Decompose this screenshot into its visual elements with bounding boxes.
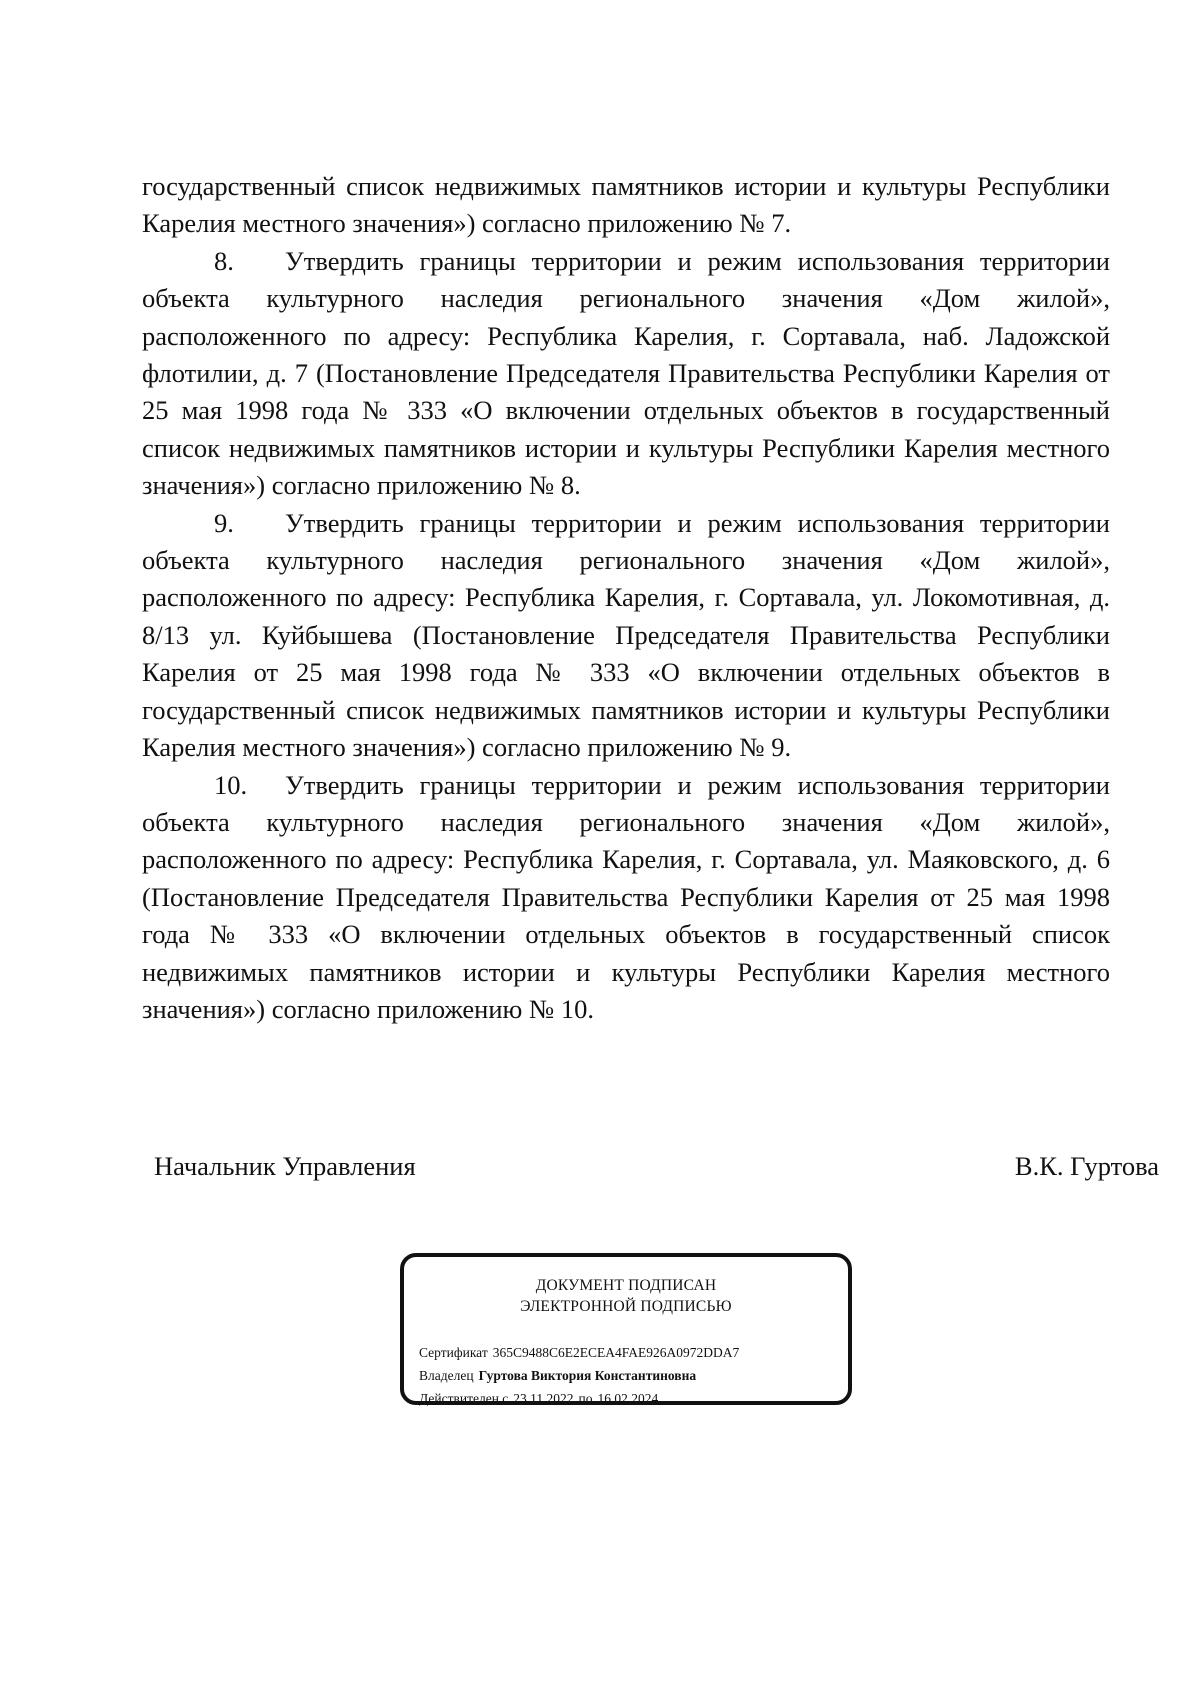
valid-label: Действителен с [419, 1391, 509, 1406]
paragraph-number: 10. [214, 769, 248, 800]
signatory-title: Начальник Управления [154, 1151, 416, 1181]
valid-from: 23.11.2022 [513, 1391, 574, 1406]
signatory-name: В.К. Гуртова [1014, 1151, 1159, 1181]
owner-label: Владелец [419, 1368, 474, 1383]
owner-value: Гуртова Виктория Константиновна [478, 1368, 697, 1383]
paragraph-item-9 [142, 505, 1110, 767]
electronic-signature-stamp [400, 1253, 852, 1405]
paragraph-continuation [142, 168, 1110, 243]
stamp-certificate-row [419, 1341, 739, 1364]
valid-to: 16.02.2024 [597, 1391, 659, 1406]
stamp-validity-row [419, 1387, 739, 1410]
paragraph-text: государственный список недвижимых памятников истории и культуры Республики Карелия местного значения») согласно приложению № 7. [142, 171, 1110, 239]
stamp-owner-row [419, 1364, 739, 1387]
stamp-details [419, 1341, 739, 1410]
paragraph-number: 8. [214, 245, 234, 276]
stamp-heading [404, 1275, 848, 1317]
paragraph-text: Утвердить границы территории и режим использования территории объекта культурного наследия регионального значения «Дом жилой», расположенного по адресу: Республика Карелия, г. Сортавала, наб. Ладожской флотилии, д. 7 (Постановление Председателя Правительства Республики Карелия от 25 мая 1998 года № 333 «О включении отдельных объектов в государственный список недвижимых памятников истории и культуры Республики Карелия местного значения») согласно приложению № 8. [142, 245, 1110, 501]
valid-to-label: по [578, 1391, 593, 1406]
certificate-value: 365C9488C6E2ECEA4FAE926A0972DDA7 [492, 1345, 740, 1360]
paragraph-text: Утвердить границы территории и режим использования территории объекта культурного наследия регионального значения «Дом жилой», расположенного по адресу: Республика Карелия, г. Сортавала, ул. Локомотивная, д. 8/13 ул. Куйбышева (Постановление Председателя Правительства Республики Карелия от 25 мая 1998 года № 333 «О включении отдельных объектов в государственный список недвижимых памятников истории и культуры Республики Карелия местного значения») согласно приложению № 9. [142, 507, 1110, 763]
certificate-label: Сертификат [419, 1345, 488, 1360]
paragraph-number: 9. [214, 507, 234, 538]
paragraph-item-8 [142, 243, 1110, 505]
paragraph-text: Утвердить границы территории и режим использования территории объекта культурного наследия регионального значения «Дом жилой», расположенного по адресу: Республика Карелия, г. Сортавала, ул. Маяковского, д. 6 (Постановление Председателя Правительства Республики Карелия от 25 мая 1998 года № 333 «О включении отдельных объектов в государственный список недвижимых памятников истории и культуры Республики Карелия местного значения») согласно приложению № 10. [142, 769, 1110, 1024]
paragraph-item-10 [142, 767, 1110, 1029]
stamp-heading-line-2: ЭЛЕКТРОННОЙ ПОДПИСЬЮ [520, 1298, 732, 1315]
stamp-heading-line-1: ДОКУМЕНТ ПОДПИСАН [535, 1277, 717, 1294]
document-body [142, 168, 1110, 1028]
